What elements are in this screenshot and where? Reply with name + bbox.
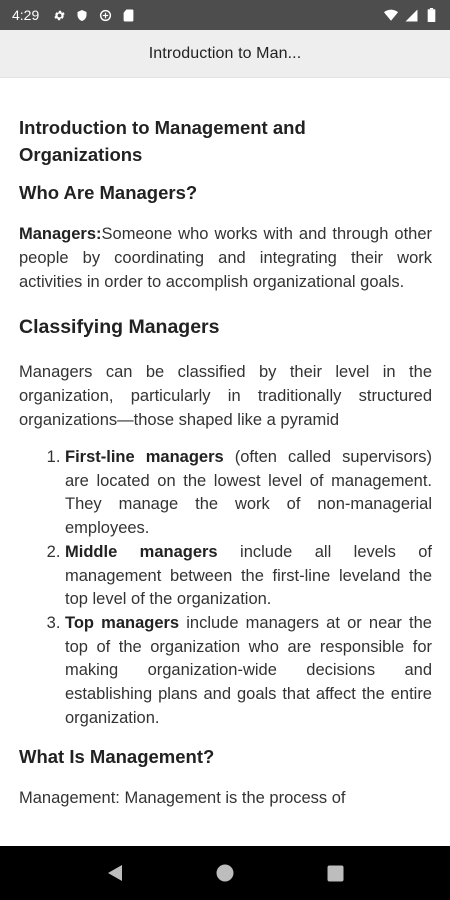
manager-levels-list — [19, 446, 432, 730]
paragraph-management-definition: Management: Management is the process of — [19, 789, 346, 808]
battery-icon — [424, 8, 438, 22]
recents-icon — [327, 865, 344, 882]
back-icon — [107, 864, 123, 882]
shield-icon — [75, 8, 89, 22]
cell-signal-icon — [404, 8, 418, 22]
paragraph-classifying-intro: Managers can be classified by their level in the organization, particularly in traditionally structured organizations—those shaped like a pyramid — [19, 363, 432, 429]
sd-card-icon — [121, 8, 135, 22]
settings-icon — [52, 8, 66, 22]
status-bar — [0, 0, 450, 30]
heading-what-is-management: What Is Management? — [19, 746, 215, 768]
heading-who-are-managers: Who Are Managers? — [19, 182, 198, 203]
app-bar-title: Introduction to Man... — [148, 44, 302, 62]
heading-classifying-managers: Classifying Managers — [19, 316, 220, 338]
list-item — [65, 446, 432, 541]
status-left — [12, 7, 135, 23]
back-button[interactable] — [95, 853, 135, 893]
article-content[interactable] — [0, 78, 450, 846]
term-first-line: First-line managers — [65, 448, 224, 466]
home-icon — [216, 864, 234, 882]
status-time: 4:29 — [12, 7, 40, 23]
managers-definition-text: Someone who works with and through other people by coordinating and integrating their work activities in order to accomplish organizational goals. — [19, 225, 432, 291]
paragraph-managers-definition — [19, 222, 432, 294]
term-top: Top managers — [65, 613, 180, 632]
recents-button[interactable] — [315, 853, 355, 893]
home-button[interactable] — [205, 853, 245, 893]
first-line-text: (often called supervisors) are located on the lowest level of management. They manage the work of non-managerial employees. — [65, 448, 432, 538]
app-bar — [0, 30, 450, 78]
middle-text: include all levels of management between the first-line leveland the top level of the organization. — [65, 542, 433, 609]
term-managers: Managers: — [19, 225, 102, 243]
term-middle: Middle managers — [65, 542, 218, 561]
list-item — [65, 612, 432, 731]
wifi-icon — [384, 8, 398, 22]
navigation-bar — [0, 846, 450, 900]
article-title: Introduction to Management and Organizations — [19, 117, 306, 165]
data-saver-icon — [98, 8, 112, 22]
top-text: include managers at or near the top of the organization who are responsible for making organization-wide decisions and establishing plans and goals that affect the entire organization. — [65, 613, 432, 727]
list-item — [65, 541, 432, 612]
status-right — [384, 8, 438, 22]
